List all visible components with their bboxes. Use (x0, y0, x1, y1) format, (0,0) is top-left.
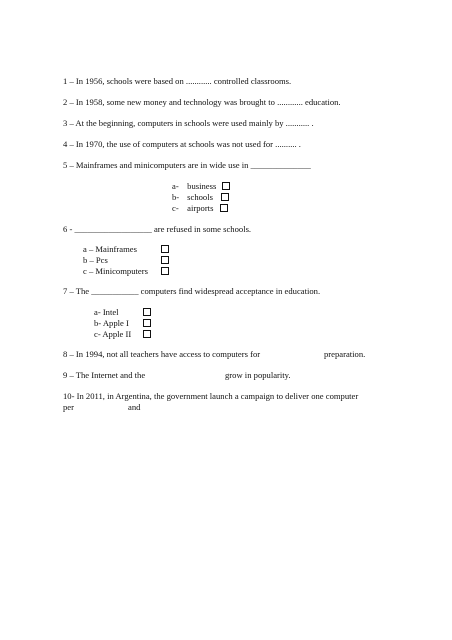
option-label: airports (187, 203, 214, 213)
option-label: a- Intel (94, 307, 119, 317)
q5-option-a (172, 181, 230, 191)
option-label: c – Minicomputers (83, 266, 148, 276)
q7-option-b (94, 318, 129, 328)
question-8-start: 8 – In 1994, not all teachers have access to computers for (63, 349, 261, 359)
q5-option-c (172, 203, 228, 213)
checkbox[interactable] (221, 193, 229, 201)
question-3: 3 – At the beginning, computers in schools were used mainly by ........... . (63, 118, 314, 128)
question-6: 6 - __________________ are refused in some schools. (63, 224, 252, 234)
checkbox[interactable] (161, 245, 169, 253)
option-prefix: b- (172, 192, 180, 202)
q6-option-c (83, 266, 148, 276)
question-10-word-per: per (63, 402, 74, 412)
q7-option-c (94, 329, 131, 339)
checkbox[interactable] (143, 330, 151, 338)
q5-option-b (172, 192, 229, 202)
question-4: 4 – In 1970, the use of computers at schools was not used for .......... . (63, 139, 301, 149)
checkbox[interactable] (161, 267, 169, 275)
checkbox[interactable] (143, 319, 151, 327)
question-1: 1 – In 1956, schools were based on ............ controlled classrooms. (63, 76, 292, 86)
q7-option-a (94, 307, 119, 317)
option-label: b – Pcs (83, 255, 108, 265)
question-10-word-and: and (128, 402, 141, 412)
option-label: business (187, 181, 217, 191)
option-prefix: a- (172, 181, 179, 191)
question-8-end: preparation. (324, 349, 366, 359)
question-10-line-1: 10- In 2011, in Argentina, the government launch a campaign to deliver one computer (63, 391, 359, 401)
option-label: b- Apple I (94, 318, 129, 328)
option-label: a – Mainframes (83, 244, 137, 254)
option-label: c- Apple II (94, 329, 132, 339)
checkbox[interactable] (222, 182, 230, 190)
option-label: schools (187, 192, 213, 202)
q6-option-a (83, 244, 137, 254)
checkbox[interactable] (161, 256, 169, 264)
q6-option-b (83, 255, 108, 265)
checkbox[interactable] (220, 204, 228, 212)
question-9-start: 9 – The Internet and the (63, 370, 146, 380)
checkbox[interactable] (143, 308, 151, 316)
question-9-end: grow in popularity. (225, 370, 291, 380)
question-2: 2 – In 1958, some new money and technology was brought to ............ education. (63, 97, 341, 107)
question-7: 7 – The ___________ computers find widespread acceptance in education. (63, 286, 321, 296)
question-5: 5 – Mainframes and minicomputers are in wide use in ______________ (63, 160, 311, 170)
option-prefix: c- (172, 203, 179, 213)
